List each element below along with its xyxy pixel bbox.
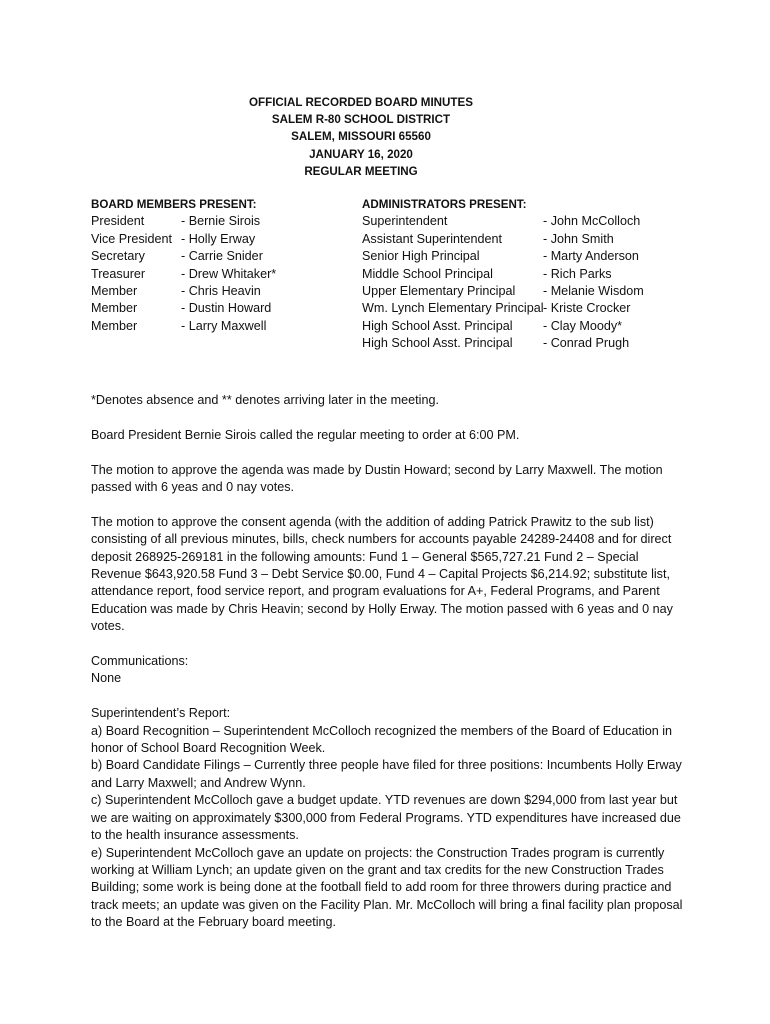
attendance-section	[91, 196, 691, 354]
member-role: Member	[91, 301, 138, 316]
minutes-body	[91, 392, 691, 932]
admin-role: Assistant Superintendent	[362, 231, 503, 246]
header-district: SALEM R-80 SCHOOL DISTRICT	[271, 113, 451, 127]
header-location: SALEM, MISSOURI 65560	[291, 130, 431, 144]
agenda-motion: The motion to approve the agenda was made by Dustin Howard; second by Larry Maxwell. The motion passed with 6 yeas and 0 nay votes.	[91, 462, 663, 495]
admin-name: - Clay Moody*	[543, 318, 623, 333]
member-role: Member	[91, 318, 138, 333]
member-role: Secretary	[91, 249, 145, 264]
admin-role: High School Asst. Principal	[362, 336, 513, 351]
admin-row	[362, 283, 682, 300]
administrators-list	[362, 196, 682, 353]
admin-role: High School Asst. Principal	[362, 318, 513, 333]
board-member-row	[91, 266, 351, 283]
admin-row	[362, 213, 682, 230]
call-to-order: Board President Bernie Sirois called the regular meeting to order at 6:00 PM.	[91, 427, 520, 442]
admin-name: - Conrad Prugh	[543, 336, 630, 351]
member-role: President	[91, 214, 145, 229]
header-date: JANUARY 16, 2020	[309, 147, 413, 161]
admin-name: - John Smith	[543, 231, 614, 246]
member-role: Member	[91, 284, 138, 299]
admin-role: Superintendent	[362, 214, 448, 229]
board-member-row	[91, 283, 351, 300]
report-item-e: e) Superintendent McColloch gave an update on projects: the Construction Trades program is currently working at William Lynch; an update given on the grant and tax credits for the new Construction Trades Building; some work is being done at the football field to add room for three throwers during practice and track meets; an update was given on the Facility Plan. Mr. McColloch will bring a final facility plan proposal to the Board at the February board meeting.	[91, 845, 683, 930]
admin-role: Upper Elementary Principal	[362, 284, 516, 299]
minutes-page	[91, 94, 691, 932]
member-name: - Dustin Howard	[181, 301, 272, 316]
administrators-title: ADMINISTRATORS PRESENT:	[362, 198, 527, 212]
member-name: - Larry Maxwell	[181, 318, 267, 333]
report-item-c: c) Superintendent McColloch gave a budget update. YTD revenues are down $294,000 from last year but we are waiting on approximately $300,000 from Federal Programs. YTD expenditures have increased due to the health insurance assessments.	[91, 793, 681, 843]
admin-row	[362, 266, 682, 283]
member-name: - Carrie Snider	[181, 249, 263, 264]
board-member-row	[91, 231, 351, 248]
admin-name: - Melanie Wisdom	[543, 284, 644, 299]
member-name: - Chris Heavin	[181, 284, 261, 299]
admin-row	[362, 231, 682, 248]
absence-note: *Denotes absence and ** denotes arriving later in the meeting.	[91, 393, 439, 408]
admin-row	[362, 318, 682, 335]
header-title: OFFICIAL RECORDED BOARD MINUTES	[249, 96, 473, 109]
admin-role: Wm. Lynch Elementary Principal	[362, 301, 544, 316]
admin-row	[362, 335, 682, 352]
document-header	[31, 94, 691, 180]
member-name: - Drew Whitaker*	[181, 266, 277, 281]
member-role: Treasurer	[91, 266, 146, 281]
board-member-row	[91, 248, 351, 265]
board-member-row	[91, 213, 351, 230]
admin-name: - Marty Anderson	[543, 249, 639, 264]
member-role: Vice President	[91, 231, 172, 246]
communications-value: None	[91, 671, 122, 686]
admin-name: - Rich Parks	[543, 266, 612, 281]
admin-name: - Kriste Crocker	[543, 301, 631, 316]
admin-row	[362, 248, 682, 265]
consent-agenda-motion: The motion to approve the consent agenda (with the addition of adding Patrick Prawitz to the sub list) consisting of all previous minutes, bills, check numbers for accounts payable 24289-24408 and for direct deposit 268925-269181 in the following amounts: Fund 1 – General $565,727.21 Fund 2 – Special Revenue $643,920.58 Fund 3 – Debt Service $0.00, Fund 4 – Capital Projects $6,214.92; substitute list, attendance report, food service report, and program evaluations for A+, Federal Programs, and Parent Education was made by Chris Heavin; second by Holly Erway. The motion passed with 6 yeas and 0 nay votes.	[91, 514, 673, 634]
admin-row	[362, 300, 682, 317]
header-meeting-type: REGULAR MEETING	[304, 164, 418, 178]
report-item-a: a) Board Recognition – Superintendent McColloch recognized the members of the Board of Education in honor of School Board Recognition Week.	[91, 723, 673, 756]
admin-role: Senior High Principal	[362, 249, 480, 264]
member-name: - Holly Erway	[181, 231, 256, 246]
member-name: - Bernie Sirois	[181, 214, 261, 229]
board-members-title: BOARD MEMBERS PRESENT:	[91, 198, 257, 212]
report-item-b: b) Board Candidate Filings – Currently three people have filed for three positions: Incumbents Holly Erway and Larry Maxwell; and Andrew Wynn.	[91, 758, 682, 790]
board-member-row	[91, 318, 351, 335]
superintendent-report-title: Superintendent’s Report:	[91, 706, 231, 721]
admin-name: - John McColloch	[543, 214, 641, 229]
board-members-list	[91, 196, 351, 335]
communications-title: Communications:	[91, 654, 189, 669]
board-member-row	[91, 300, 351, 317]
admin-role: Middle School Principal	[362, 266, 493, 281]
